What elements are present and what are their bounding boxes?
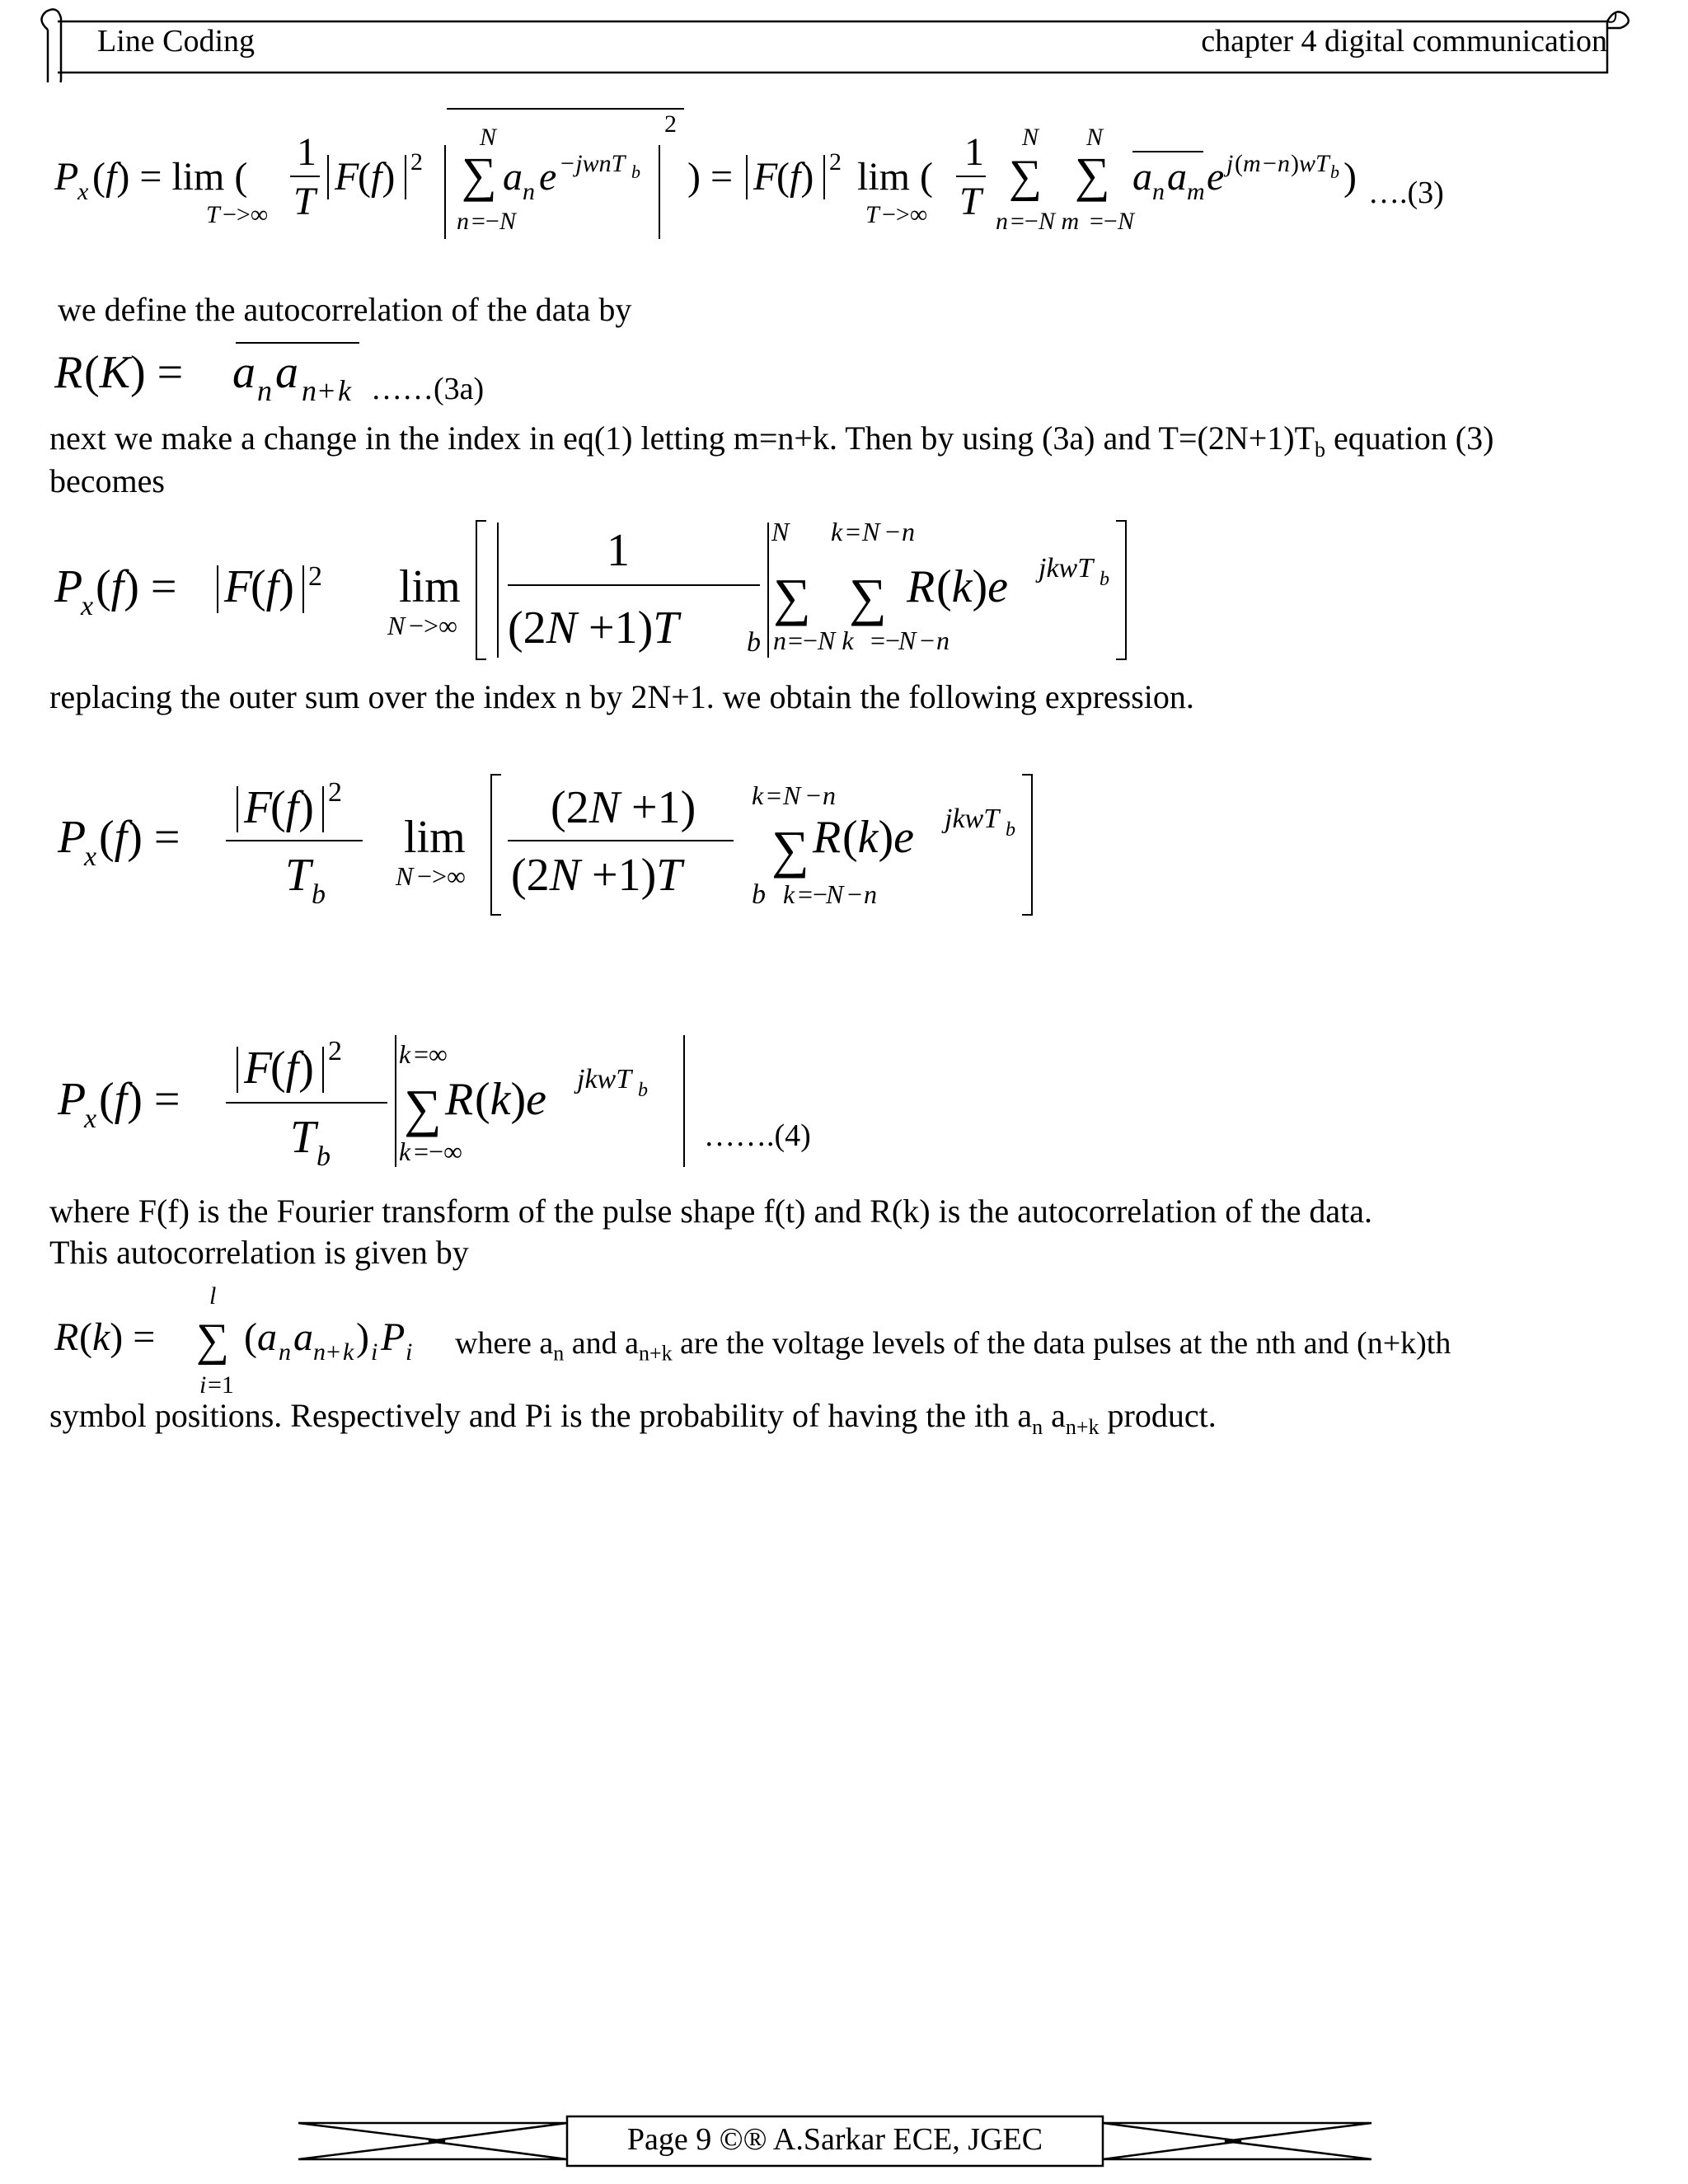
svg-text:wT: wT <box>1299 150 1329 177</box>
svg-text:b: b <box>638 1080 648 1101</box>
svg-text:(f) =: (f) = <box>96 561 177 612</box>
svg-text:−: − <box>920 626 935 655</box>
svg-text:k: k <box>752 780 764 810</box>
svg-text:1: 1 <box>607 525 630 576</box>
footer-page-label: Page 9 ©® A.Sarkar ECE, JGEC <box>626 2122 1043 2157</box>
svg-text:P: P <box>54 561 83 612</box>
equation-3a <box>49 330 626 412</box>
svg-text:1: 1 <box>964 130 984 174</box>
svg-text:2: 2 <box>664 110 677 138</box>
svg-text:F: F <box>753 155 778 199</box>
svg-text:=−: =− <box>870 626 901 655</box>
svg-text:N: N <box>898 626 917 655</box>
svg-text:(f) = lim (: (f) = lim ( <box>92 155 248 199</box>
paragraph-autocorrelation-intro: we define the autocorrelation of the data by <box>58 291 632 328</box>
svg-text:N: N <box>387 611 406 640</box>
svg-text:∑: ∑ <box>462 148 497 202</box>
svg-text:a: a <box>1132 155 1152 199</box>
svg-text:b: b <box>752 879 766 910</box>
svg-text:b: b <box>631 162 640 182</box>
svg-text:(2N +1): (2N +1) <box>551 782 696 833</box>
svg-text:n: n <box>523 178 535 205</box>
svg-text:n: n <box>902 517 915 546</box>
svg-text:N: N <box>1086 124 1104 151</box>
svg-text:P: P <box>54 155 79 199</box>
svg-text:−: − <box>806 780 822 810</box>
svg-text:N: N <box>480 124 497 151</box>
svg-text:R: R <box>445 1074 474 1125</box>
svg-text:….(3): ….(3) <box>1368 176 1444 210</box>
svg-text:1: 1 <box>297 130 316 174</box>
svg-text:∑: ∑ <box>196 1315 229 1366</box>
svg-text:k: k <box>783 879 795 909</box>
svg-text:=∞: =∞ <box>414 1039 448 1069</box>
svg-text:∑: ∑ <box>404 1079 442 1137</box>
svg-text:P: P <box>58 812 87 863</box>
svg-text:a: a <box>275 347 298 398</box>
equation-autocorrelation-sum <box>49 1276 511 1399</box>
svg-text:T: T <box>865 201 879 228</box>
paragraph-fourier-transform: where F(f) is the Fourier transform of the pulse shape f(t) and R(k) is the autocorrelation of the data. <box>49 1193 1373 1230</box>
svg-text:N k: N k <box>818 626 854 655</box>
svg-text:) =: ) = <box>687 155 734 199</box>
svg-text:a: a <box>293 1315 313 1359</box>
svg-text:(: ( <box>1235 150 1243 177</box>
svg-text:(f) =: (f) = <box>99 812 181 863</box>
svg-text:P: P <box>381 1315 406 1359</box>
svg-text:x: x <box>84 1104 97 1134</box>
svg-text:n: n <box>864 879 877 909</box>
svg-text:jkwT: jkwT <box>945 804 1000 834</box>
svg-text:R: R <box>54 1315 79 1359</box>
header-right-title: chapter 4 digital communication <box>1201 24 1607 59</box>
svg-text:lim: lim <box>404 812 466 863</box>
svg-text:j: j <box>1226 150 1234 177</box>
svg-text:a: a <box>503 155 523 199</box>
svg-text:−>∞: −>∞ <box>882 201 928 228</box>
svg-text:x: x <box>81 591 94 621</box>
svg-text:−: − <box>885 517 901 546</box>
svg-text:……(3a): ……(3a) <box>371 372 485 406</box>
svg-text:b: b <box>1006 819 1015 841</box>
svg-text:=: = <box>767 780 782 810</box>
svg-text:T: T <box>290 1112 316 1163</box>
svg-text:k: k <box>338 374 351 407</box>
svg-text:F: F <box>244 1043 273 1094</box>
svg-text:=−: =− <box>471 208 499 235</box>
svg-text:): ) <box>1291 150 1299 177</box>
svg-text:a: a <box>1167 155 1187 199</box>
svg-text:(2N +1)T: (2N +1)T <box>511 850 682 901</box>
svg-text:n: n <box>1278 150 1290 177</box>
svg-text:P: P <box>58 1074 87 1125</box>
svg-text:…….(4): …….(4) <box>704 1118 811 1153</box>
svg-text:): ) <box>356 1315 369 1359</box>
paragraph-change-index: next we make a change in the index in eq(1) letting m=n+k. Then by using (3a) and $T=(2N+1)T_b$ equation (3) <box>49 419 1494 462</box>
svg-text:N: N <box>783 780 801 810</box>
svg-text:N: N <box>1022 124 1039 151</box>
svg-text:2: 2 <box>308 561 322 592</box>
svg-text:−: − <box>847 879 863 909</box>
svg-text:+: + <box>318 374 335 407</box>
svg-text:b: b <box>1330 162 1339 182</box>
svg-text:b: b <box>1100 569 1109 590</box>
svg-text:(f): (f) <box>251 561 294 612</box>
svg-text:∑: ∑ <box>849 568 887 626</box>
svg-text:(f) =: (f) = <box>99 1074 181 1125</box>
svg-text:2: 2 <box>410 148 423 176</box>
svg-text:n: n <box>936 626 950 655</box>
svg-text:(k)e: (k)e <box>936 561 1009 612</box>
svg-text:n: n <box>823 780 836 810</box>
equation-psd-single-sum <box>49 758 1121 923</box>
svg-text:−: − <box>1263 150 1277 177</box>
svg-text:N: N <box>771 517 790 546</box>
svg-text:R: R <box>907 561 935 612</box>
svg-text:l: l <box>209 1282 217 1310</box>
svg-text:∑: ∑ <box>1009 151 1042 202</box>
svg-text:R: R <box>813 812 842 863</box>
svg-text:k: k <box>399 1137 411 1166</box>
svg-text:lim (: lim ( <box>857 155 933 199</box>
svg-text:m: m <box>1187 178 1205 205</box>
paragraph-replacing-outer-sum: replacing the outer sum over the index n by 2N+1. we obtain the following expression. <box>49 678 1194 715</box>
svg-text:N: N <box>396 861 414 891</box>
svg-text:=−: =− <box>798 879 828 909</box>
svg-text:F: F <box>244 782 273 833</box>
paragraph-probability: symbol positions. Respectively and Pi is the probability of having the ith $a_n$ $a_{n+k}$ product. <box>49 1397 1217 1439</box>
svg-text:=−: =− <box>1090 208 1118 235</box>
paragraph-voltage-levels: where $a_n$ and $a_{n+k}$ are the voltage levels of the data pulses at the nth and (n+k)th <box>455 1326 1451 1366</box>
svg-text:n: n <box>257 374 272 407</box>
svg-text:+: + <box>326 1338 340 1366</box>
svg-text:R: R <box>54 347 83 398</box>
svg-text:∑: ∑ <box>1075 148 1110 202</box>
svg-text:=1: =1 <box>208 1371 234 1399</box>
svg-text:T: T <box>293 180 316 223</box>
svg-text:(a: (a <box>244 1315 277 1359</box>
svg-text:jkwT: jkwT <box>577 1064 632 1094</box>
svg-text:e: e <box>539 155 557 199</box>
svg-text:i: i <box>199 1371 207 1399</box>
svg-text:(f): (f) <box>776 155 814 199</box>
svg-text:i: i <box>371 1338 378 1366</box>
svg-text:): ) <box>1343 155 1357 199</box>
svg-text:=−: =− <box>788 626 818 655</box>
svg-text:−>∞: −>∞ <box>223 201 269 228</box>
paragraph-autocorrelation-given: This autocorrelation is given by <box>49 1234 469 1271</box>
svg-text:lim: lim <box>399 561 461 612</box>
svg-text:∑: ∑ <box>773 568 811 626</box>
svg-text:N: N <box>499 208 517 235</box>
svg-text:∑: ∑ <box>771 820 809 879</box>
svg-text:(k) =: (k) = <box>79 1315 156 1359</box>
svg-text:2: 2 <box>829 148 842 176</box>
header-left-title: Line Coding <box>97 24 256 59</box>
svg-text:(k)e: (k)e <box>475 1074 547 1125</box>
svg-text:b: b <box>312 879 326 910</box>
svg-text:=: = <box>846 517 861 546</box>
svg-text:T: T <box>285 850 312 901</box>
svg-text:b: b <box>747 627 761 658</box>
svg-text:N m: N m <box>1039 208 1080 235</box>
svg-text:2: 2 <box>328 1036 342 1066</box>
svg-text:T: T <box>959 180 982 223</box>
svg-text:n: n <box>773 626 786 655</box>
svg-text:F: F <box>224 561 253 612</box>
svg-text:(k)e: (k)e <box>842 812 915 863</box>
svg-text:−jwnT: −jwnT <box>559 150 626 177</box>
svg-text:2: 2 <box>328 777 342 808</box>
svg-text:n: n <box>457 208 469 235</box>
paragraph-becomes: becomes <box>49 462 165 499</box>
svg-text:n: n <box>313 1338 326 1366</box>
svg-text:(f): (f) <box>270 782 314 833</box>
svg-text:x: x <box>84 841 97 872</box>
svg-text:N: N <box>826 879 844 909</box>
svg-text:=−∞: =−∞ <box>414 1137 462 1166</box>
svg-text:k: k <box>399 1039 411 1069</box>
svg-text:jkwT: jkwT <box>1039 553 1094 583</box>
svg-text:F: F <box>335 155 359 199</box>
equation-4 <box>49 1019 874 1183</box>
equation-3 <box>49 99 1500 247</box>
svg-text:=−: =− <box>1010 208 1039 235</box>
svg-text:i: i <box>406 1338 413 1366</box>
svg-text:k: k <box>343 1338 354 1366</box>
svg-text:n: n <box>1152 178 1165 205</box>
svg-text:x: x <box>77 178 89 205</box>
svg-text:T: T <box>206 201 220 228</box>
svg-text:n: n <box>279 1338 291 1366</box>
svg-text:k: k <box>831 517 843 546</box>
svg-text:−>∞: −>∞ <box>409 611 457 640</box>
svg-text:(f): (f) <box>270 1043 314 1094</box>
equation-psd-double-sum <box>49 511 1203 668</box>
svg-text:(2N +1)T: (2N +1)T <box>508 602 679 654</box>
svg-text:n: n <box>302 374 316 407</box>
svg-text:m: m <box>1243 150 1261 177</box>
svg-text:N: N <box>862 517 880 546</box>
svg-text:a: a <box>232 347 256 398</box>
svg-text:n: n <box>996 208 1008 235</box>
svg-text:N: N <box>1118 208 1135 235</box>
svg-text:e: e <box>1207 155 1225 199</box>
svg-text:−>∞: −>∞ <box>417 861 466 891</box>
svg-text:(f): (f) <box>358 155 396 199</box>
svg-text:(K) =: (K) = <box>84 347 184 398</box>
svg-text:b: b <box>316 1141 331 1172</box>
